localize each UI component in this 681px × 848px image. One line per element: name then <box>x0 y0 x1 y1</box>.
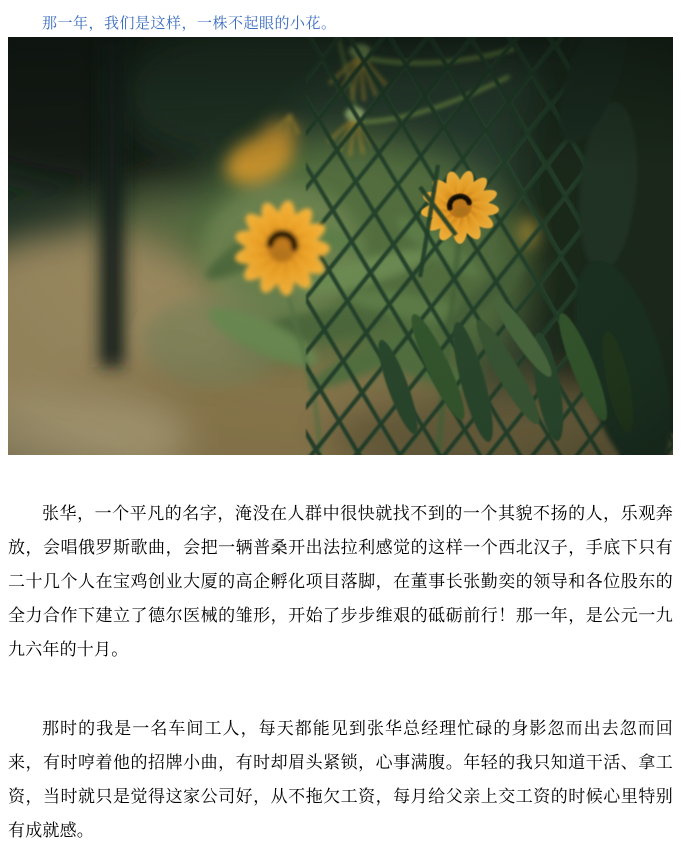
daisies-fence-photo <box>8 37 673 455</box>
paragraph-2: 那时的我是一名车间工人，每天都能见到张华总经理忙碌的身影忽而出去忽而回来，有时哼着他的招牌小曲，有时却眉头紧锁，心事满腹。年轻的我只知道干活、拿工资，当时就只是觉得这家公司好，从不拖欠工资，每月给父亲上交工资的时候心里特别有成就感。 <box>8 719 673 841</box>
article-photo <box>8 37 673 455</box>
paragraph-1: 张华，一个平凡的名字，淹没在人群中很快就找不到的一个其貌不扬的人，乐观奔放，会唱俄罗斯歌曲，会把一辆普桑开出法拉利感觉的这样一个西北汉子，手底下只有二十几个人在宝鸡创业大厦的高企孵化项目落脚，在董事长张勤奕的领导和各位股东的全力合作下建立了德尔医械的雏形，开始了步步维艰的砥砺前行！那一年，是公元一九九六年的十月。 <box>8 504 673 660</box>
article-headline: 那一年，我们是这样，一株不起眼的小花。 <box>42 14 337 32</box>
article-body <box>8 497 673 848</box>
